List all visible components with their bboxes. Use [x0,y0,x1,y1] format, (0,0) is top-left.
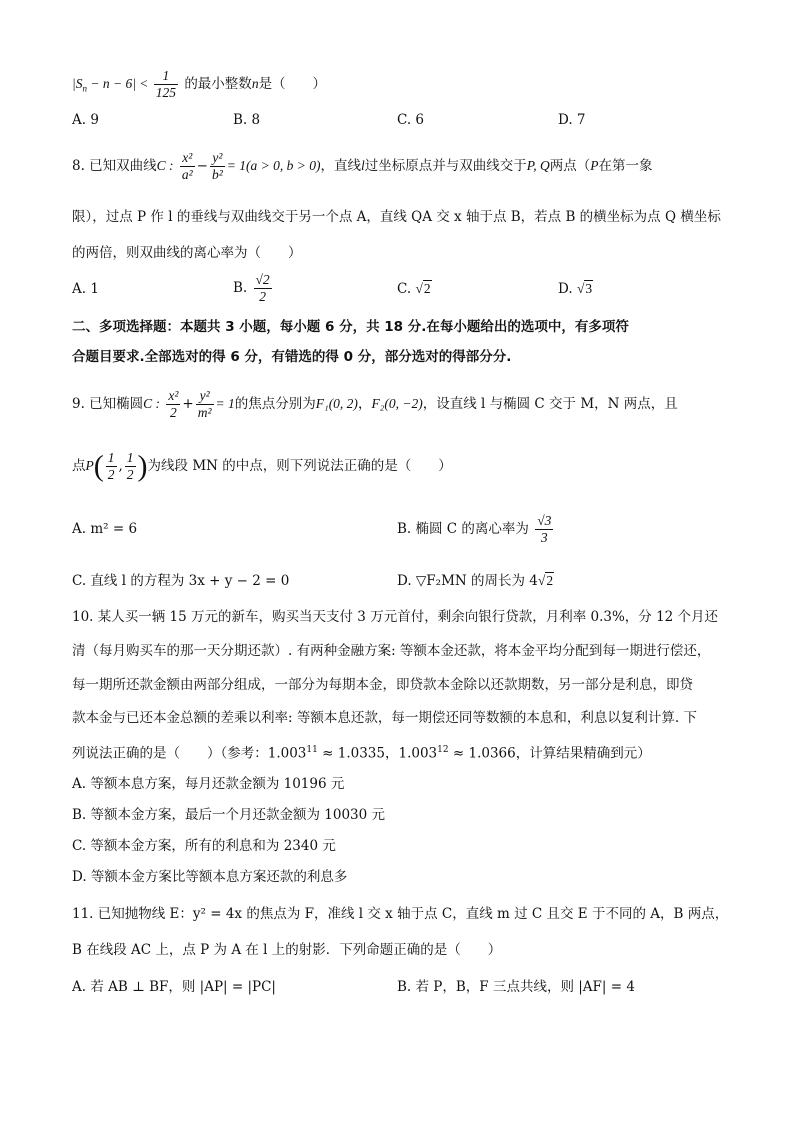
q8-frac-x-num: x² [180,150,195,167]
q9-frac-y [196,388,214,421]
q7-tail: 是（ ） [258,76,327,92]
q11-line2: B 在线段 AC 上，点 P 为 A 在 l 上的射影．下列命题正确的是（ ） [72,942,502,958]
q9-px-den: 2 [107,467,115,482]
q9-paren-close: ) [137,449,148,483]
q9-focus1: F₁(0, 2) [315,396,358,411]
q8-frac-y-num: y² [210,150,225,167]
q10-ref-c: ≈ 1.0366，计算结果精确到元） [448,745,651,762]
q9-number: 9. 已知椭圆 [72,396,144,412]
q11-option-b: B. 若 P，B，F 三点共线，则 |AF| = 4 [397,979,635,995]
q8-text-c: 两点（ [549,158,591,174]
q8-condition: = 1(a > 0, b > 0) [226,158,321,173]
q9-option-b-num: √3 [537,513,552,528]
q9-option-d-sqrt: √2 [537,573,554,588]
q8-line3: 的两倍，则双曲线的离心率为（ ） [72,245,302,261]
q9-focus2: F₂(0, −2) [371,396,423,411]
q8-option-b-frac [254,272,272,305]
q8-option-d-radicand: 3 [585,281,593,296]
q8-option-c [397,279,432,299]
q7-inequality: − n − 6| < [86,76,152,91]
section2-header-line2: 合题目要求.全部选对的得 6 分，有错选的得 0 分，部分选对的得部分分. [72,349,512,365]
q7-var: n [251,76,259,91]
q8-text-d: 在第一象 [598,158,653,174]
q8-text-a: ，直线 [320,158,361,174]
q7-subscript: n [82,83,87,94]
q7-text: 的最小整数 [184,76,252,92]
q9-comma: , [118,458,123,474]
q8-option-c-sqrt: √2 [415,281,431,296]
q9-point-p: P [85,458,94,473]
q10-exp-12: 12 [437,745,449,755]
q8-option-d [558,279,593,299]
q8-option-b [233,270,274,306]
q9-py-den: 2 [126,467,134,482]
q9-text-b: ，设直线 l 与椭圆 C 交于 M，N 两点，且 [422,396,678,412]
q9-option-d [397,571,554,591]
q8-option-a: A. 1 [72,281,99,297]
q9-option-a: A. m² = 6 [72,521,138,537]
q8-frac-x [180,150,195,183]
q8-option-b-label: B. [233,280,248,296]
q8-option-b-num: √2 [255,272,270,287]
q8-option-c-label: C. [397,281,412,297]
q8-line-l: l [360,158,365,173]
q7-frac-num: 1 [154,68,178,85]
q10-exp-11: 11 [306,745,318,755]
q8-option-d-label: D. [558,281,573,297]
q9-option-b-label: B. 椭圆 C 的离心率为 [397,521,529,537]
q7-frac-den: 125 [155,85,177,100]
q9-text-c: 为线段 MN 的中点，则下列说法正确的是（ ） [147,458,452,474]
q8-line2: 限），过点 P 作 l 的垂线与双曲线交于另一个点 A，直线 QA 交 x 轴于点 B，若点 B 的横坐标为点 Q 横坐标 [72,209,721,225]
q11-line1: 11. 已知抛物线 E：y² = 4x 的焦点为 F，准线 l 交 x 轴于点 C，直线 m 过 C 且交 E 于不同的 A，B 两点， [72,906,729,922]
q10-ref-b: ≈ 1.0335，1.003 [317,745,438,762]
q11-option-a: A. 若 AB ⊥ BF，则 |AP| = |PC| [72,979,276,995]
q10-option-a: A. 等额本息方案，每月还款金额为 10196 元 [72,776,345,792]
q10-line4: 款本金与已还本金总额的差乘以利率: 等额本息还款，每一期偿还同等数额的本息和，利息以复利计算. 下 [72,710,697,726]
q8-number: 8. 已知双曲线 [72,158,157,174]
q9-frac-x-num: x² [168,388,179,403]
q9-option-b [397,510,555,548]
q9-line2 [72,443,452,489]
q10-line5 [72,740,651,764]
q10-option-c: C. 等额本金方案，所有的利息和为 2340 元 [72,838,336,854]
q9-curve: C : [143,396,161,411]
q8-text-b: 过坐标原点并与双曲线交于 [364,158,527,174]
q9-frac-x [166,388,180,421]
q10-line3: 每一期所还款金额由两部分组成，一部分为每期本金，即贷款本金除以还款期数，另一部分是利息，即贷 [72,677,693,693]
q7-abs-open: |S [72,76,83,91]
q10-option-b: B. 等额本金方案，最后一个月还款金额为 10030 元 [72,807,386,823]
q9-py [125,450,136,483]
q8-line1 [72,146,653,186]
q7-option-b: B. 8 [233,112,261,128]
q9-frac-y-den: m² [197,405,212,420]
q9-eq: = 1 [215,396,235,411]
section2-header-line1: 二、多项选择题：本题共 3 小题，每小题 6 分，共 18 分.在每小题给出的选项中，有多项符 [72,319,629,335]
q9-px [106,450,117,483]
q9-paren-open: ( [93,449,104,483]
q9-option-d-label: D. ▽F₂MN 的周长为 4 [397,573,538,589]
q10-line2: 清（每月购买车的那一天分期还款）. 有两种金融方案: 等额本金还款，将本金平均分配到每一期进行偿还， [72,643,711,659]
q8-frac-y-den: b² [211,167,223,182]
q8-minus: − [196,158,208,174]
q10-option-d: D. 等额本金方案比等额本息方案还款的利息多 [72,869,348,885]
q7-condition [72,66,326,107]
q9-py-num: 1 [126,450,134,465]
q7-option-c: C. 6 [397,112,425,128]
q8-point-p: P [590,158,599,173]
q8-frac-y [210,150,225,183]
q9-sep: ， [357,396,372,412]
q8-option-c-radicand: 2 [423,281,431,296]
q7-option-d: D. 7 [558,112,586,128]
q7-option-a: A. 9 [72,112,99,128]
q9-plus: + [182,396,194,412]
q8-frac-x-den: a² [181,167,193,182]
q8-option-d-sqrt: √3 [576,281,593,296]
q9-frac-x-den: 2 [169,405,177,420]
q8-curve: C : [156,158,174,173]
q10-line1: 10. 某人买一辆 15 万元的新车，购买当天支付 3 万元首付，剩余向银行贷款，月利率 0.3%，分 12 个月还 [72,609,719,625]
q9-text-a: 的焦点分别为 [234,396,316,412]
q9-option-b-frac [535,513,553,546]
q9-line1 [72,383,678,425]
q9-option-c: C. 直线 l 的方程为 3x + y − 2 = 0 [72,573,290,589]
q10-ref-a: 列说法正确的是（ ）（参考：1.003 [72,745,307,762]
q9-frac-y-num: y² [196,388,214,405]
q9-option-d-radicand: 2 [546,573,554,588]
q9-px-num: 1 [107,450,115,465]
q9-option-b-den: 3 [540,530,548,545]
q8-points: P, Q [526,158,550,173]
q7-fraction [154,68,178,101]
q8-option-b-den: 2 [259,289,266,304]
q9-point-label: 点 [72,458,86,474]
